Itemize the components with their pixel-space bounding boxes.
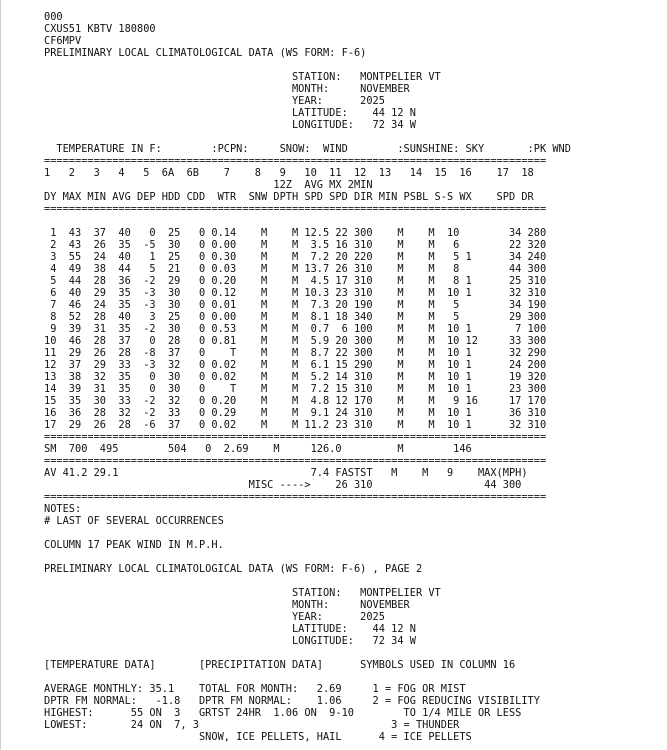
- report-text: [1, 0, 667, 743]
- line-blank: [44, 551, 667, 563]
- line-page2-section-headers: [TEMPERATURE DATA] [PRECIPITATION DATA] SYMBOLS USED IN COLUMN 16: [44, 659, 516, 671]
- line-report-title: PRELIMINARY LOCAL CLIMATOLOGICAL DATA (WS FORM: F-6): [44, 47, 367, 59]
- line-departure-normal: DPTR FM NORMAL: -1.8 DPTR FM NORMAL: 1.06 2 = FOG REDUCING VISIBILITY: [44, 695, 540, 707]
- table-row-day-14: 14 39 31 35 0 30 0 T M M 7.2 15 310 M M 10 1 23 300: [44, 383, 547, 395]
- line-month: MONTH: NOVEMBER: [44, 599, 410, 611]
- line-year: YEAR: 2025: [44, 611, 385, 623]
- line-note-occurrences: # LAST OF SEVERAL OCCURRENCES: [44, 515, 224, 527]
- line-column-subheader: 12Z AVG MX 2MIN: [44, 179, 373, 191]
- line-blank: [44, 527, 667, 539]
- line-note-peak-wind: COLUMN 17 PEAK WIND IN M.P.H.: [44, 539, 224, 551]
- table-row-day-8: 8 52 28 40 3 25 0 0.00 M M 8.1 18 340 M M 5 29 300: [44, 311, 547, 323]
- line-sum-row: SM 700 495 504 0 2.69 M 126.0 M 146: [44, 443, 472, 455]
- table-row-day-17: 17 29 26 28 -6 37 0 0.02 M M 11.2 23 310 M M 10 1 32 310: [44, 419, 547, 431]
- line-divider: =================================================================================: [44, 155, 547, 167]
- line-station: STATION: MONTPELIER VT: [44, 587, 441, 599]
- table-row-day-13: 13 38 32 35 0 30 0 0.02 M M 5.2 14 310 M M 10 1 19 320: [44, 371, 547, 383]
- table-row-day-9: 9 39 31 35 -2 30 0 0.53 M M 0.7 6 100 M M 10 1 7 100: [44, 323, 547, 335]
- line-blank: [44, 215, 667, 227]
- line-station: STATION: MONTPELIER VT: [44, 71, 441, 83]
- table-row-day-3: 3 55 24 40 1 25 0 0.30 M M 7.2 20 220 M M 5 1 34 240: [44, 251, 547, 263]
- line-awips-id: CF6MPV: [44, 35, 82, 47]
- line-blank: [44, 59, 667, 71]
- line-product-code: 000: [44, 11, 63, 23]
- table-row-day-12: 12 37 29 33 -3 32 0 0.02 M M 6.1 15 290 M M 10 1 24 200: [44, 359, 547, 371]
- table-row-day-7: 7 46 24 35 -3 30 0 0.01 M M 7.3 20 190 M M 5 34 190: [44, 299, 547, 311]
- line-divider: =================================================================================: [44, 491, 547, 503]
- table-row-day-16: 16 36 28 32 -2 33 0 0.29 M M 9.1 24 310 M M 10 1 36 310: [44, 407, 547, 419]
- line-divider: =================================================================================: [44, 455, 547, 467]
- table-row-day-6: 6 40 29 35 -3 30 0 0.12 M M 10.3 23 310 M M 10 1 32 310: [44, 287, 547, 299]
- line-longitude: LONGITUDE: 72 34 W: [44, 119, 416, 131]
- line-notes-title: NOTES:: [44, 503, 82, 515]
- line-divider: =================================================================================: [44, 203, 547, 215]
- line-average-monthly: AVERAGE MONTHLY: 35.1 TOTAL FOR MONTH: 2.69 1 = FOG OR MIST: [44, 683, 466, 695]
- table-row-day-4: 4 49 38 44 5 21 0 0.03 M M 13.7 26 310 M M 8 44 300: [44, 263, 547, 275]
- table-row-day-11: 11 29 26 28 -8 37 0 T M M 8.7 22 300 M M 10 1 32 290: [44, 347, 547, 359]
- line-lowest: LOWEST: 24 ON 7, 3 3 = THUNDER: [44, 719, 460, 731]
- line-latitude: LATITUDE: 44 12 N: [44, 107, 416, 119]
- line-column-headers: DY MAX MIN AVG DEP HDD CDD WTR SNW DPTH SPD SPD DIR MIN PSBL S-S WX SPD DR: [44, 191, 534, 203]
- table-row-day-5: 5 44 28 36 -2 29 0 0.20 M M 4.5 17 310 M M 8 1 25 310: [44, 275, 547, 287]
- line-month: MONTH: NOVEMBER: [44, 83, 410, 95]
- table-row-day-15: 15 35 30 33 -2 32 0 0.20 M M 4.8 12 170 M M 9 16 17 170: [44, 395, 547, 407]
- line-blank: [44, 671, 667, 683]
- line-year: YEAR: 2025: [44, 95, 385, 107]
- table-row-day-10: 10 46 28 37 0 28 0 0.81 M M 5.9 20 300 M M 10 12 33 300: [44, 335, 547, 347]
- line-snow-ice-hail: SNOW, ICE PELLETS, HAIL 4 = ICE PELLETS: [44, 731, 472, 743]
- line-blank: [44, 647, 667, 659]
- line-longitude: LONGITUDE: 72 34 W: [44, 635, 416, 647]
- line-blank: [44, 575, 667, 587]
- line-page2-title: PRELIMINARY LOCAL CLIMATOLOGICAL DATA (WS FORM: F-6) , PAGE 2: [44, 563, 423, 575]
- table-row-day-1: 1 43 37 40 0 25 0 0.14 M M 12.5 22 300 M M 10 34 280: [44, 227, 547, 239]
- line-blank: [44, 131, 667, 143]
- table-row-day-2: 2 43 26 35 -5 30 0 0.00 M M 3.5 16 310 M M 6 22 320: [44, 239, 547, 251]
- line-average-row: AV 41.2 29.1 7.4 FASTST M M 9 MAX(MPH): [44, 467, 528, 479]
- line-divider: =================================================================================: [44, 431, 547, 443]
- line-misc-row: MISC ----> 26 310 44 300: [44, 479, 522, 491]
- line-header-id: CXUS51 KBTV 180800: [44, 23, 156, 35]
- line-latitude: LATITUDE: 44 12 N: [44, 623, 416, 635]
- line-column-numbers: 1 2 3 4 5 6A 6B 7 8 9 10 11 12 13 14 15 16 17 18: [44, 167, 534, 179]
- line-highest: HIGHEST: 55 ON 3 GRTST 24HR 1.06 ON 9-10 TO 1/4 MILE OR LESS: [44, 707, 522, 719]
- line-section-headers: TEMPERATURE IN F: :PCPN: SNOW: WIND :SUNSHINE: SKY :PK WND: [44, 143, 571, 155]
